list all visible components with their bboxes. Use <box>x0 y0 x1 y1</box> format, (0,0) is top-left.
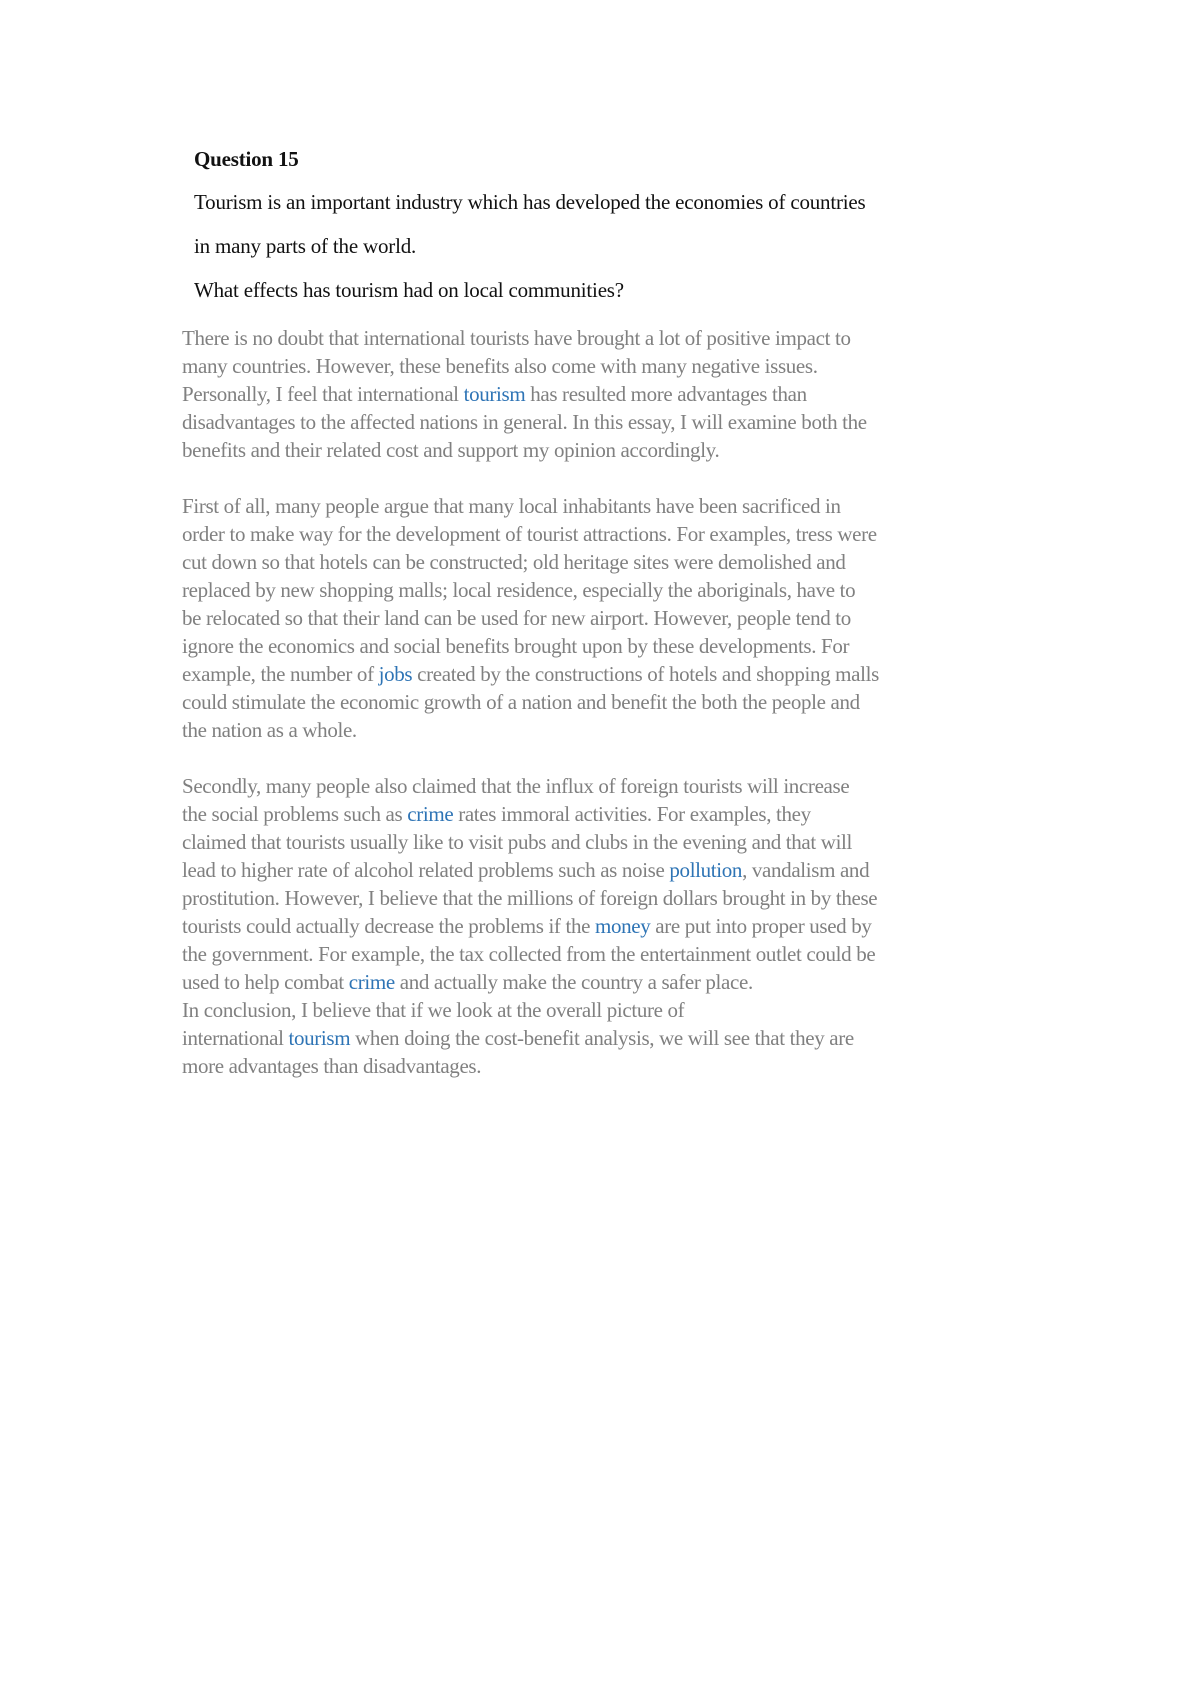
essay-paragraph-intro <box>182 324 1052 464</box>
essay-line: has resulted more advantages than <box>525 382 807 406</box>
essay-line: example, the number of <box>182 662 379 686</box>
essay-line: could stimulate the economic growth of a nation and benefit the both the people and <box>182 690 860 714</box>
essay-line: be relocated so that their land can be used for new airport. However, people tend to <box>182 606 851 630</box>
essay-line: created by the constructions of hotels and shopping malls <box>412 662 879 686</box>
essay-line: the government. For example, the tax collected from the entertainment outlet could be <box>182 942 876 966</box>
keyword-link-crime[interactable]: crime <box>348 970 395 994</box>
essay-line: order to make way for the development of tourist attractions. For examples, tress were <box>182 522 877 546</box>
essay-line: ignore the economics and social benefits brought upon by these developments. For <box>182 634 850 658</box>
essay-line: tourists could actually decrease the problems if the <box>182 914 595 938</box>
keyword-link-jobs[interactable]: jobs <box>378 662 413 686</box>
essay-body <box>182 324 1052 1080</box>
paragraph-spacer <box>182 464 1052 492</box>
essay-line: international <box>182 1026 289 1050</box>
essay-line: the nation as a whole. <box>182 718 357 742</box>
keyword-link-crime[interactable]: crime <box>407 802 454 826</box>
essay-line: In conclusion, I believe that if we look at the overall picture of <box>182 998 685 1022</box>
question-block <box>194 143 1034 306</box>
essay-line: Personally, I feel that international <box>182 382 464 406</box>
essay-line: lead to higher rate of alcohol related problems such as noise <box>182 858 670 882</box>
essay-line: are put into proper used by <box>650 914 872 938</box>
essay-line: rates immoral activities. For examples, they <box>453 802 811 826</box>
essay-line: when doing the cost-benefit analysis, we will see that they are <box>350 1026 854 1050</box>
essay-line: and actually make the country a safer place. <box>394 970 753 994</box>
paragraph-spacer <box>182 744 1052 772</box>
essay-paragraph-second-point <box>182 772 1052 1080</box>
essay-line: replaced by new shopping malls; local residence, especially the aboriginals, have to <box>182 578 856 602</box>
essay-line: claimed that tourists usually like to visit pubs and clubs in the evening and that will <box>182 830 853 854</box>
keyword-link-pollution[interactable]: pollution <box>669 858 743 882</box>
essay-line: more advantages than disadvantages. <box>182 1054 482 1078</box>
essay-line: There is no doubt that international tourists have brought a lot of positive impact to <box>182 326 851 350</box>
essay-line: many countries. However, these benefits also come with many negative issues. <box>182 354 818 378</box>
essay-line: used to help combat <box>182 970 349 994</box>
essay-line: cut down so that hotels can be constructed; old heritage sites were demolished and <box>182 550 846 574</box>
essay-line: , vandalism and <box>742 858 870 882</box>
essay-line: disadvantages to the affected nations in general. In this essay, I will examine both the <box>182 410 867 434</box>
question-prompt: What effects has tourism had on local communities? <box>194 278 624 302</box>
keyword-link-tourism[interactable]: tourism <box>463 382 526 406</box>
essay-paragraph-first-point <box>182 492 1052 744</box>
essay-line: prostitution. However, I believe that the millions of foreign dollars brought in by these <box>182 886 878 910</box>
essay-line: First of all, many people argue that many local inhabitants have been sacrificed in <box>182 494 841 518</box>
essay-line: the social problems such as <box>182 802 408 826</box>
essay-line: benefits and their related cost and support my opinion accordingly. <box>182 438 720 462</box>
question-statement-line-2: in many parts of the world. <box>194 234 417 258</box>
question-title: Question 15 <box>194 147 299 171</box>
essay-line: Secondly, many people also claimed that the influx of foreign tourists will increase <box>182 774 850 798</box>
keyword-link-tourism[interactable]: tourism <box>288 1026 351 1050</box>
keyword-link-money[interactable]: money <box>594 914 651 938</box>
question-statement-line-1: Tourism is an important industry which has developed the economies of countries <box>194 190 866 214</box>
